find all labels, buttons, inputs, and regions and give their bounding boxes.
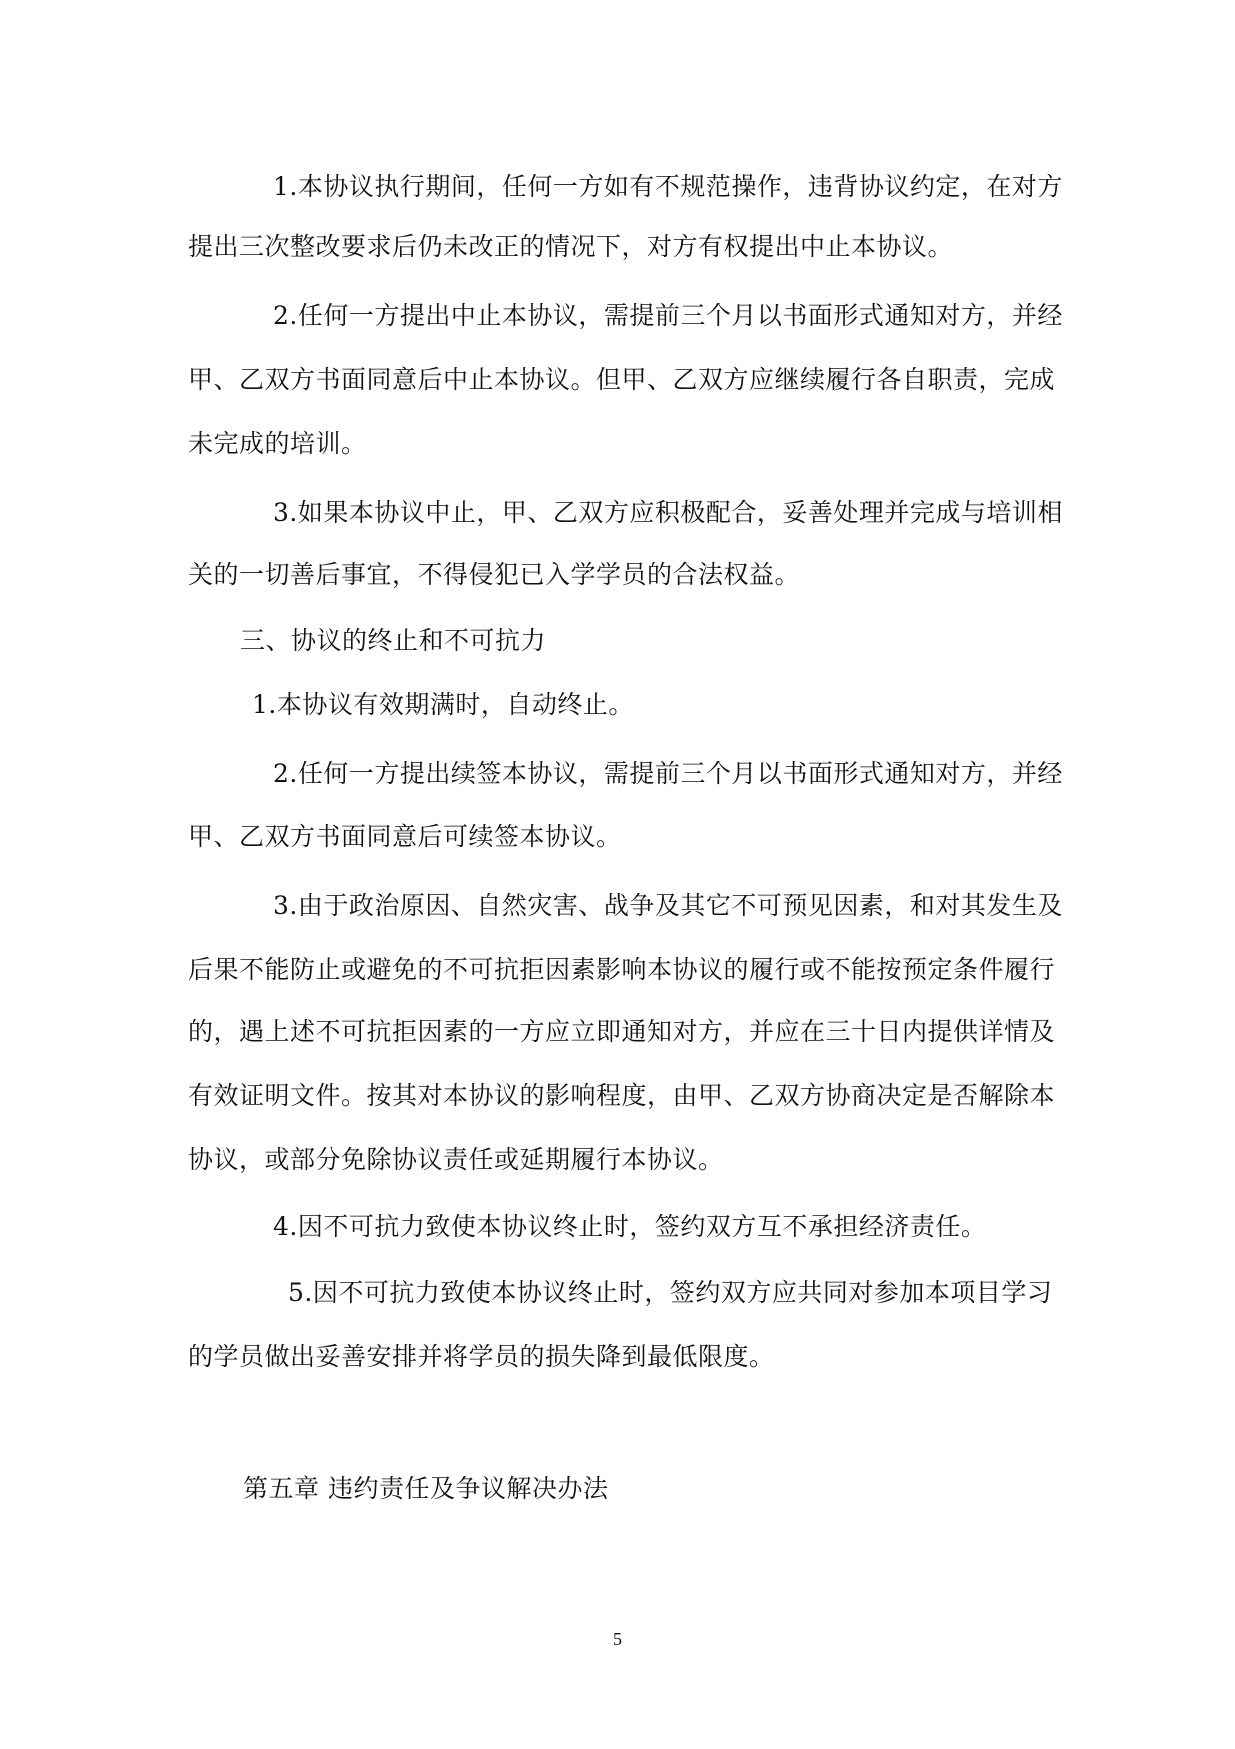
text-line: 协议，或部分免除协议责任或延期履行本协议。 — [188, 1145, 724, 1174]
text-line: 5.因不可抗力致使本协议终止时，签约双方应共同对参加本项目学习 — [288, 1278, 1053, 1307]
text-line: 甲、乙双方书面同意后可续签本协议。 — [188, 822, 622, 851]
text-line: 1.本协议执行期间，任何一方如有不规范操作，违背协议约定，在对方 — [273, 172, 1063, 201]
text-line: 3.由于政治原因、自然灾害、战争及其它不可预见因素，和对其发生及 — [273, 891, 1063, 920]
text-line: 3.如果本协议中止，甲、乙双方应积极配合，妥善处理并完成与培训相 — [273, 498, 1063, 527]
text-line: 有效证明文件。按其对本协议的影响程度，由甲、乙双方协商决定是否解除本 — [188, 1081, 1056, 1110]
text-line: 后果不能防止或避免的不可抗拒因素影响本协议的履行或不能按预定条件履行 — [188, 955, 1056, 984]
text-line: 的，遇上述不可抗拒因素的一方应立即通知对方，并应在三十日内提供详情及 — [188, 1017, 1056, 1046]
text-line: 2.任何一方提出中止本协议，需提前三个月以书面形式通知对方，并经 — [273, 301, 1063, 330]
page-number: 5 — [613, 1629, 622, 1649]
text-line: 甲、乙双方书面同意后中止本协议。但甲、乙双方应继续履行各自职责，完成 — [188, 365, 1056, 394]
text-line: 1.本协议有效期满时，自动终止。 — [252, 690, 634, 719]
text-line: 未完成的培训。 — [188, 429, 367, 458]
text-line: 关的一切善后事宜，不得侵犯已入学学员的合法权益。 — [188, 560, 801, 589]
text-line: 2.任何一方提出续签本协议，需提前三个月以书面形式通知对方，并经 — [273, 759, 1063, 788]
text-line: 的学员做出妥善安排并将学员的损失降到最低限度。 — [188, 1342, 775, 1371]
text-line: 提出三次整改要求后仍未改正的情况下，对方有权提出中止本协议。 — [188, 232, 954, 261]
chapter-heading: 第五章 违约责任及争议解决办法 — [243, 1474, 609, 1503]
text-line: 4.因不可抗力致使本协议终止时，签约双方互不承担经济责任。 — [273, 1212, 987, 1241]
section-heading: 三、协议的终止和不可抗力 — [240, 626, 547, 655]
